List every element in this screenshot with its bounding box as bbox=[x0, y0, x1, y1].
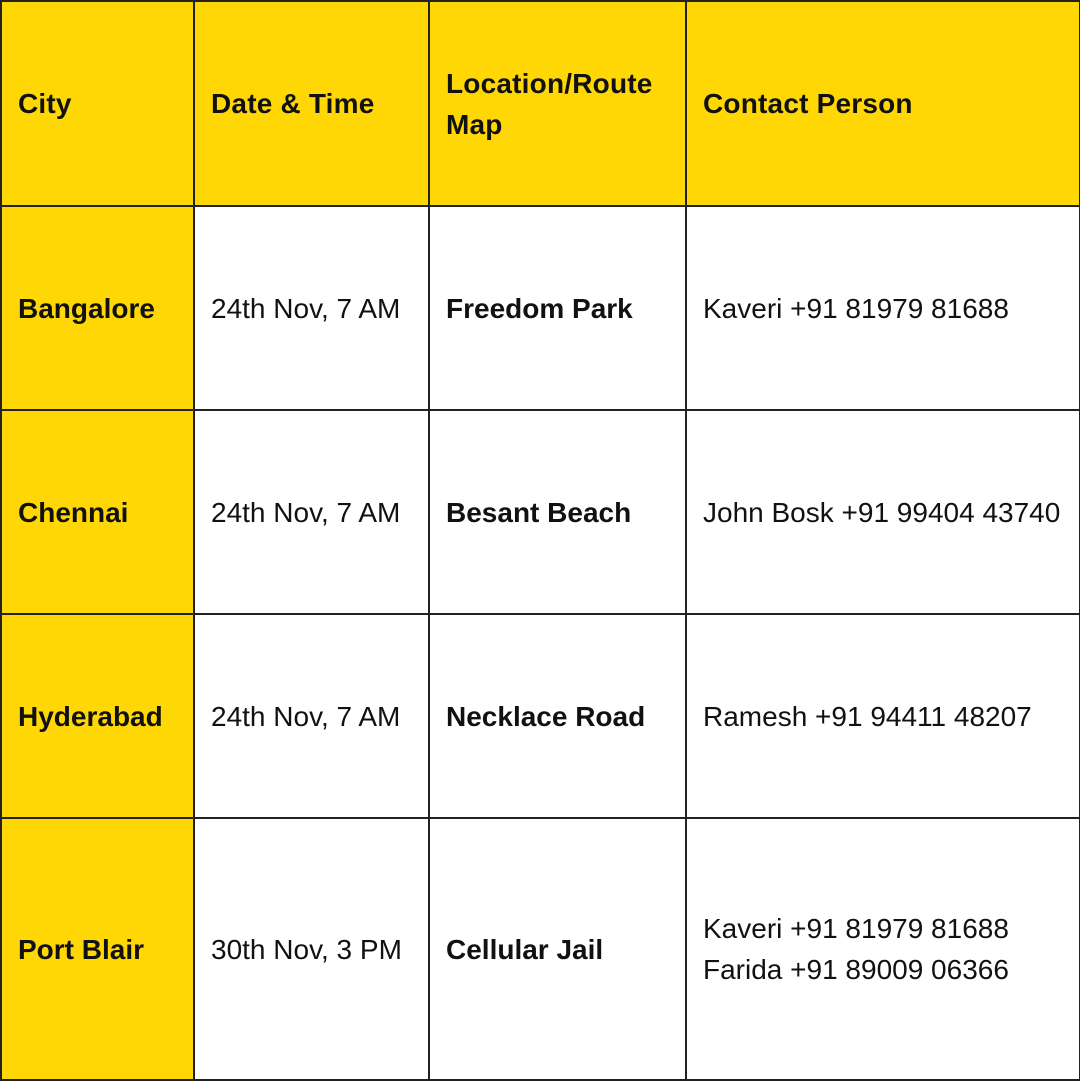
row-contact bbox=[686, 206, 1080, 410]
row-date-time: 24th Nov, 7 AM bbox=[194, 410, 429, 614]
row-city: Hyderabad bbox=[1, 614, 194, 818]
header-location: Location/Route Map bbox=[429, 1, 686, 206]
contact-line: Farida +91 89009 06366 bbox=[703, 954, 1009, 985]
contact-line: Kaveri +91 81979 81688 bbox=[703, 913, 1009, 944]
row-location: Besant Beach bbox=[429, 410, 686, 614]
table-row bbox=[1, 614, 1080, 818]
row-city: Port Blair bbox=[1, 818, 194, 1080]
row-contact bbox=[686, 818, 1080, 1080]
contact-line: John Bosk +91 99404 43740 bbox=[703, 496, 1061, 528]
header-date-time: Date & Time bbox=[194, 1, 429, 206]
row-date-time: 24th Nov, 7 AM bbox=[194, 614, 429, 818]
table-row bbox=[1, 206, 1080, 410]
row-date-time: 24th Nov, 7 AM bbox=[194, 206, 429, 410]
header-contact-person: Contact Person bbox=[686, 1, 1080, 206]
row-contact bbox=[686, 614, 1080, 818]
row-location: Freedom Park bbox=[429, 206, 686, 410]
contact-line: Ramesh +91 94411 48207 bbox=[703, 700, 1032, 732]
contact-line: Kaveri +91 81979 81688 bbox=[703, 292, 1009, 324]
row-contact bbox=[686, 410, 1080, 614]
table-row bbox=[1, 818, 1080, 1080]
table-header-row bbox=[1, 1, 1080, 206]
row-city: Bangalore bbox=[1, 206, 194, 410]
table-row bbox=[1, 410, 1080, 614]
row-location: Necklace Road bbox=[429, 614, 686, 818]
row-location: Cellular Jail bbox=[429, 818, 686, 1080]
row-city: Chennai bbox=[1, 410, 194, 614]
row-date-time: 30th Nov, 3 PM bbox=[194, 818, 429, 1080]
header-city: City bbox=[1, 1, 194, 206]
